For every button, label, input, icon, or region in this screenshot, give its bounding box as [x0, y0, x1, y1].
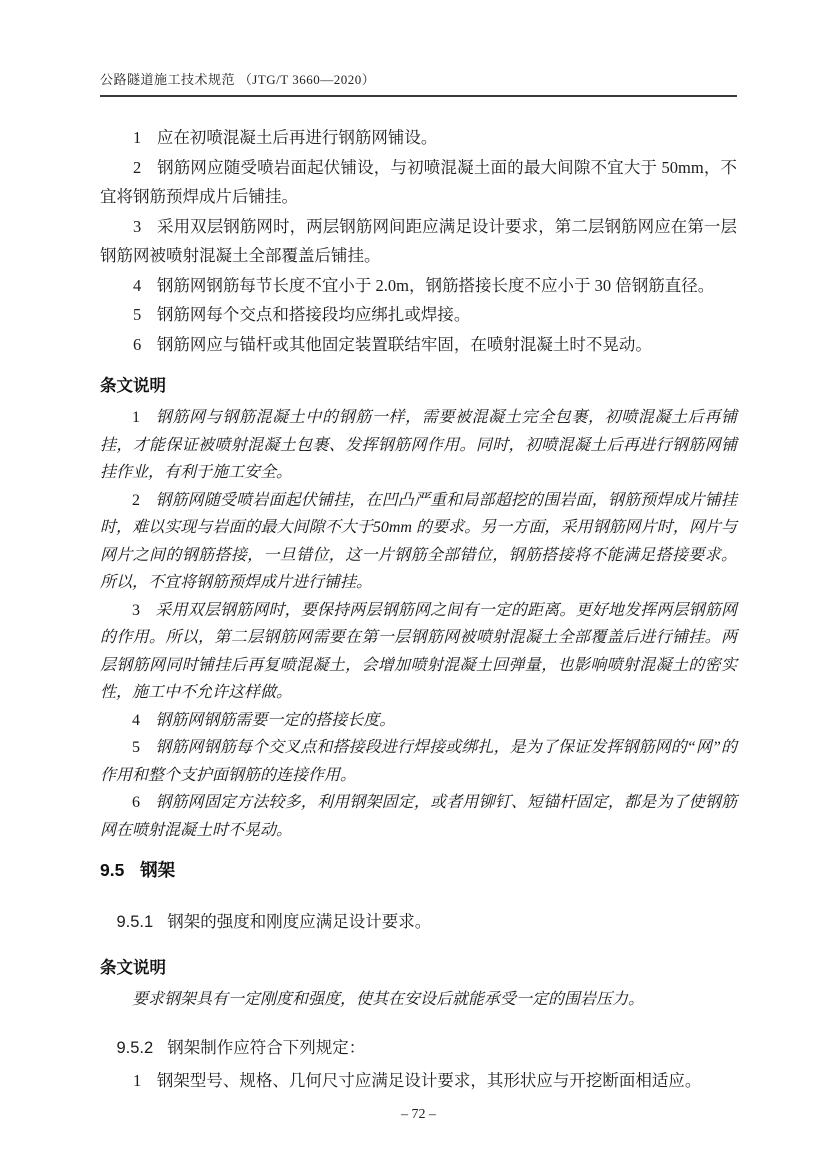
explanation-number: 1: [132, 409, 140, 426]
clause-text: 钢架型号、规格、几何尺寸应满足设计要求，其形状应与开挖断面相适应。: [156, 1070, 702, 1090]
page-number: – 72 –: [401, 1107, 436, 1122]
explanation-text: 钢筋网与钢筋混凝土中的钢筋一样，需要被混凝土完全包裹，初喷混凝土后再铺挂，才能保证被喷射混凝土包裹、发挥钢筋网作用。同时，初喷混凝土后再进行钢筋网铺挂作业，有利于施工安全。: [100, 409, 737, 481]
article-number: 9.5.1: [116, 913, 154, 931]
explanation-number: 4: [132, 711, 140, 729]
clause-number: 3: [133, 216, 142, 236]
explanation-item-3: [100, 597, 737, 707]
clause-number: 6: [133, 334, 142, 354]
article-text: 钢架的强度和刚度应满足设计要求。: [167, 912, 432, 931]
explanation-heading: 条文说明: [100, 376, 166, 395]
section-title: 钢架: [140, 860, 176, 880]
explanation-number: 5: [132, 739, 140, 756]
article-number: 9.5.2: [116, 1039, 154, 1057]
clause-number: 4: [133, 275, 142, 295]
explanation-number: 6: [132, 794, 140, 811]
article-9-5-2: [100, 1033, 737, 1064]
clause-9-5-2-item-1: [100, 1066, 737, 1096]
clause-item-6: [100, 330, 737, 360]
clause-number: 2: [133, 157, 142, 177]
running-head: 公路隧道施工技术规范 （JTG/T 3660—2020）: [100, 72, 376, 87]
clause-item-5: [100, 300, 737, 330]
page-header: [100, 0, 737, 97]
clause-text: 钢筋网钢筋每节长度不宜小于 2.0m，钢筋搭接长度不应小于 30 倍钢筋直径。: [156, 275, 715, 295]
explanation-text: 钢筋网固定方法较多，利用钢架固定，或者用铆钉、短锚杆固定，都是为了使钢筋网在喷射混凝土时不晃动。: [100, 794, 737, 839]
explanation-heading-2: 条文说明: [100, 957, 166, 977]
explanation-number: 3: [132, 601, 140, 619]
clause-item-4: [100, 271, 737, 301]
explanation-text: 采用双层钢筋网时，要保持两层钢筋网之间有一定的距离。更好地发挥两层钢筋网的作用。所以，第二层钢筋网需要在第一层钢筋网被喷射混凝土全部覆盖后进行铺挂。两层钢筋网同时铺挂后再复喷混凝土，会增加喷射混凝土回弹量，也影响喷射混凝土的密实性，施工中不允许这样做。: [100, 601, 737, 701]
explanation-item-1: [100, 404, 737, 487]
clause-item-3: [100, 212, 737, 271]
explanation-9-5-1: 要求钢架具有一定刚度和强度，使其在安设后就能承受一定的围岩压力。: [132, 990, 645, 1008]
page-body: [100, 97, 737, 1125]
explanation-item-6: [100, 789, 737, 844]
clause-text: 钢筋网应与锚杆或其他固定装置联结牢固，在喷射混凝土时不晃动。: [156, 334, 652, 354]
clause-item-2: [100, 153, 737, 212]
section-heading-9-5: [100, 857, 737, 883]
article-text: 钢架制作应符合下列规定：: [167, 1038, 366, 1057]
clause-text: 钢筋网应随受喷岩面起伏铺设，与初喷混凝土面的最大间隙不宜大于 50mm，不宜将钢筋预焊成片后铺挂。: [100, 157, 737, 206]
clause-number: 5: [133, 305, 142, 324]
explanation-text: 钢筋网钢筋每个交叉点和搭接段进行焊接或绑扎，是为了保证发挥钢筋网的“网”的作用和整个支护面钢筋的连接作用。: [100, 739, 737, 784]
section-number: 9.5: [100, 860, 125, 880]
explanation-text: 钢筋网钢筋需要一定的搭接长度。: [155, 711, 396, 729]
clause-item-1: [100, 123, 737, 153]
clause-text: 采用双层钢筋网时，两层钢筋网间距应满足设计要求，第二层钢筋网应在第一层钢筋网被喷射混凝土全部覆盖后铺挂。: [100, 216, 737, 265]
clause-text: 应在初喷混凝土后再进行钢筋网铺设。: [156, 128, 438, 147]
explanation-item-2: [100, 487, 737, 597]
clause-text: 钢筋网每个交点和搭接段均应绑扎或焊接。: [156, 305, 471, 324]
explanation-text: 钢筋网随受喷岩面起伏铺挂，在凹凸严重和局部超挖的围岩面，钢筋预焊成片铺挂时，难以实现与岩面的最大间隙不大于50mm 的要求。另一方面，采用钢筋网片时，网片与网片之间的钢筋搭接，一旦错位，这一片钢筋全部错位，钢筋搭接将不能满足搭接要求。所以，不宜将钢筋预焊成片进行铺挂。: [100, 491, 737, 591]
explanation-item-5: [100, 734, 737, 789]
article-9-5-1: [100, 907, 737, 938]
clause-number: 1: [133, 128, 142, 147]
explanation-item-4: [100, 707, 737, 735]
clause-number: 1: [133, 1070, 142, 1090]
explanation-number: 2: [132, 491, 140, 509]
